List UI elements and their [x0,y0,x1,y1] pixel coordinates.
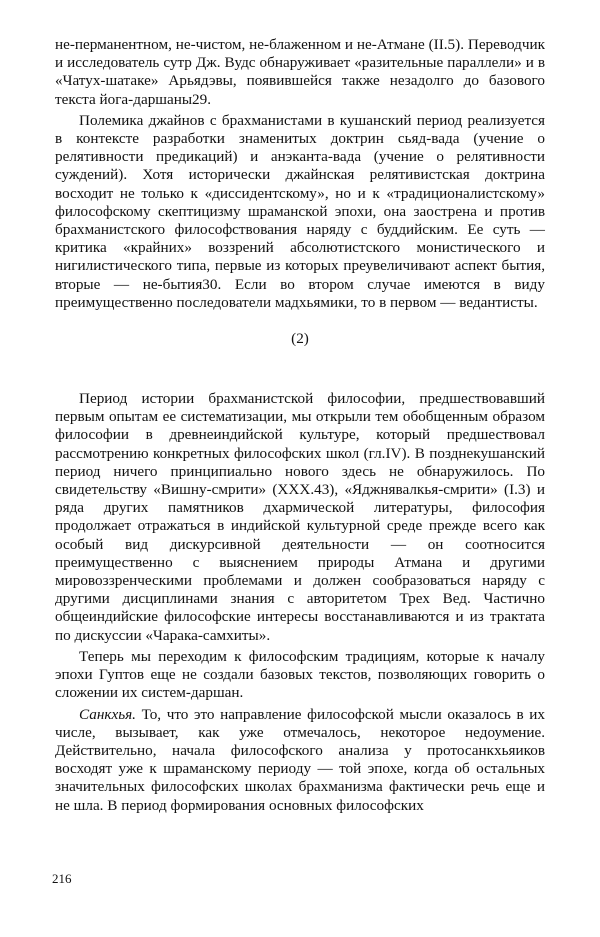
page-text [55,36,545,815]
paragraph-lead: Санкхья. [79,705,136,723]
paragraph: Полемика джайнов с брахманистами в кушанский период реализуется в контексте разработки знаменитых доктрин сьяд-вада (учение о релятивности предикаций) и анэканта-вада (учение о релятивности суждений). Хотя исторически джайнская релятивистская доктрина восходит не только к «диссидентскому», но и к «традиционалистскому» философскому скептицизму шраманской эпохи, она заострена и против брахманистского философствования наряду с буддийским. Ее суть — критика «крайних» воззрений абсолютистского монистического и нигилистического типа, первые из которых преувеличивают аспект бытия, вторые — не-бытия30. Если во втором случае имеются в виду преимущественно последователи мадхьямики, то в первом — ведантисты. [55,111,545,311]
paragraph-body: То, что это направление философской мысли оказалось в их числе, вызывает, как уже отмечалось, некоторое недоумение. Действительно, начала философского анализа у протосанкхьяиков восходят уже к шраманскому периоду — той эпохе, когда об остальных значительных философских школах брахманизма фактически речь еще и не шла. В период формирования основных философских [55,705,545,814]
paragraph: не-перманентном, не-чистом, не-блаженном и не-Атмане (II.5). Переводчик и исследователь сутр Дж. Вудс обнаруживает «разительные параллели» и в «Чатух-шатаке» Арьядэвы, появившейся также незадолго до базового текста йога-даршаны29. [55,36,545,108]
page-number: 216 [52,871,72,886]
paragraph: Теперь мы переходим к философским традициям, которые к началу эпохи Гуптов еще не создали базовых текстов, позволяющих говорить о сложении их систем-даршан. [55,647,545,702]
paragraph [55,706,545,815]
section-number: (2) [291,330,309,348]
paragraph: Период истории брахманистской философии, предшествовавший первым опытам ее систематизации, мы открыли тем обобщенным образом философии в древнеиндийской культуре, который предшествовал рассмотрению конкретных философских школ (гл.IV). В позднекушанский период ничего принципиально нового здесь не обнаружилось. По свидетельству «Вишну-смрити» (XXX.43), «Яджнявалкья-смрити» (I.3) и ряда других памятников дхармической литературы, философия продолжает отражаться в индийской культурной среде прежде всего как особый вид дискурсивной деятельности — он соотносится преимущественно с выяснением природы Атмана и другими мировоззренческими проблемами и должен сообразоваться наряду с другими дисциплинами знания с авторитетом Трех Вед. Частично общеиндийские философские интересы восстанавливаются и из трактата по дискуссии «Чарака-самхиты». [55,390,545,644]
